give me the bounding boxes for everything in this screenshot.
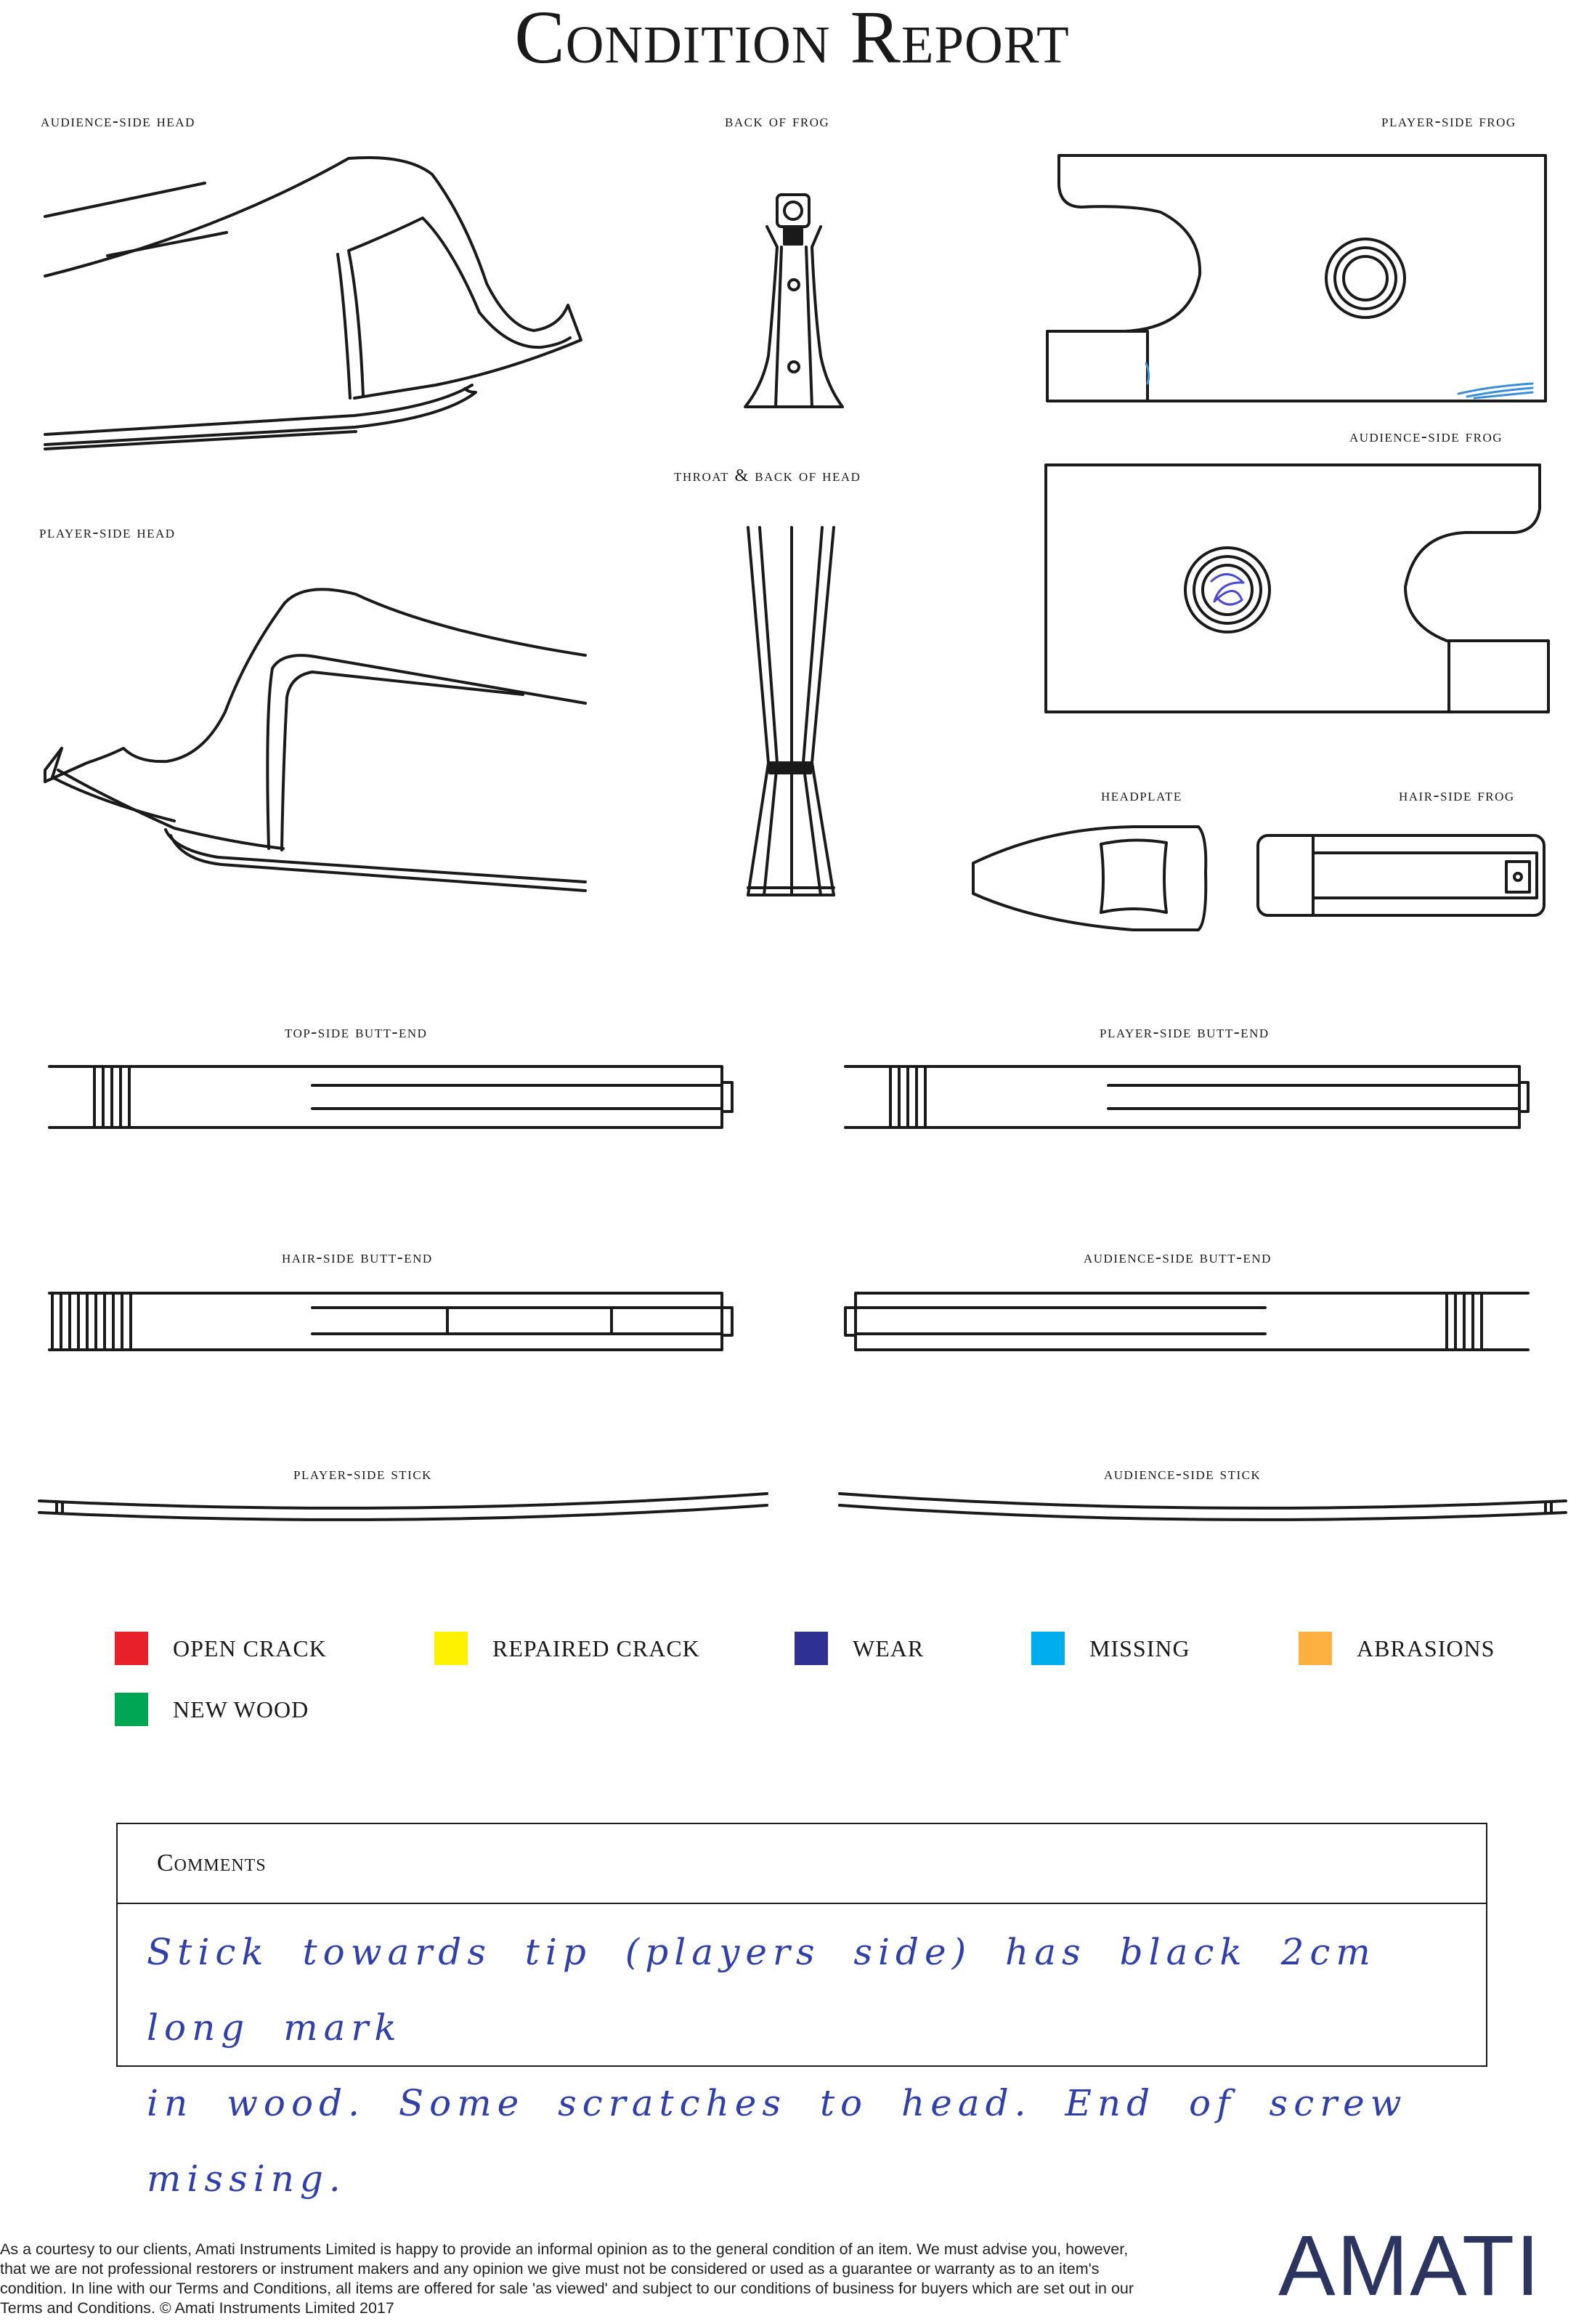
legend-label: NEW WOOD bbox=[173, 1696, 309, 1722]
legend-wear bbox=[795, 1632, 924, 1665]
headplate-drawing bbox=[973, 827, 1206, 930]
label-audience-side-butt-end: audience-side butt-end bbox=[1084, 1248, 1272, 1267]
legend-open-crack bbox=[115, 1632, 327, 1665]
comments-box bbox=[116, 1823, 1487, 2200]
legend-swatch-red bbox=[115, 1632, 148, 1665]
back-of-frog-drawing bbox=[745, 195, 842, 407]
legend-label: OPEN CRACK bbox=[173, 1635, 327, 1661]
legend-abrasions bbox=[1299, 1632, 1495, 1665]
legend-new-wood bbox=[115, 1693, 309, 1726]
hair-side-butt-end-drawing bbox=[49, 1293, 732, 1350]
audience-side-head-drawing bbox=[45, 158, 581, 449]
label-player-side-stick: player-side stick bbox=[293, 1465, 432, 1483]
page-title: Condition Report bbox=[514, 0, 1070, 79]
audience-side-frog-drawing bbox=[1046, 465, 1548, 712]
comments-line-2: in wood. Some scratches to head. End of screw missing. bbox=[147, 2082, 1408, 2200]
legend-label: REPAIRED CRACK bbox=[492, 1635, 700, 1661]
label-back-of-frog: back of frog bbox=[725, 112, 830, 131]
comments-line-1: Stick towards tip (players side) has black 2cm long mark bbox=[147, 1931, 1376, 2049]
player-side-stick-drawing bbox=[39, 1494, 767, 1520]
top-side-butt-end-drawing bbox=[49, 1066, 732, 1127]
legend-swatch-cyan bbox=[1031, 1632, 1065, 1665]
legend-swatch-yellow bbox=[434, 1632, 468, 1665]
legend-swatch-navy bbox=[795, 1632, 828, 1665]
label-hair-side-butt-end: hair-side butt-end bbox=[282, 1248, 433, 1267]
label-throat-back-of-head: throat & back of head bbox=[674, 466, 861, 485]
disclaimer-text: As a courtesy to our clients, Amati Instruments Limited is happy to provide an informal opinion as to the general condition of an item. We must advise you, however, that we are not professional restorers or instrument makers and any opinion we give must not be considered or used as a guarantee or warranty as to an item's condition. In line with our Terms and Conditions, all items are offered for sale 'as viewed' and subject to our conditions of business for buyers which are set out in our Terms and Conditions. © Amati Instruments Limited 2017 bbox=[0, 2240, 1134, 2317]
label-top-side-butt-end: top-side butt-end bbox=[285, 1023, 428, 1042]
comments-handwriting bbox=[147, 1914, 1469, 2216]
legend-swatch-orange bbox=[1299, 1632, 1332, 1665]
label-player-side-butt-end: player-side butt-end bbox=[1100, 1023, 1270, 1042]
legend-swatch-green bbox=[115, 1693, 148, 1726]
label-player-side-frog: player-side frog bbox=[1381, 112, 1516, 131]
player-side-butt-end-drawing bbox=[845, 1066, 1528, 1127]
label-headplate: headplate bbox=[1101, 786, 1182, 805]
hair-side-frog-drawing bbox=[1258, 835, 1544, 915]
label-audience-side-frog: audience-side frog bbox=[1349, 427, 1503, 446]
legend-repaired-crack bbox=[434, 1632, 700, 1665]
player-side-head-drawing bbox=[45, 589, 585, 891]
player-side-frog-drawing bbox=[1047, 155, 1546, 401]
label-hair-side-frog: hair-side frog bbox=[1399, 786, 1515, 805]
legend-label: MISSING bbox=[1089, 1635, 1190, 1661]
amati-logo: AMATI bbox=[1278, 2218, 1541, 2314]
label-audience-side-stick: audience-side stick bbox=[1104, 1465, 1262, 1483]
label-audience-side-head: audience-side head bbox=[41, 112, 195, 131]
audience-side-butt-end-drawing bbox=[845, 1293, 1528, 1350]
label-player-side-head: player-side head bbox=[39, 523, 176, 542]
throat-back-of-head-drawing bbox=[748, 527, 834, 895]
legend-label: WEAR bbox=[853, 1635, 925, 1661]
comments-heading: Comments bbox=[118, 1824, 1486, 1904]
legend-label: ABRASIONS bbox=[1357, 1635, 1495, 1661]
legend-missing bbox=[1031, 1632, 1190, 1665]
audience-side-stick-drawing bbox=[840, 1494, 1566, 1520]
